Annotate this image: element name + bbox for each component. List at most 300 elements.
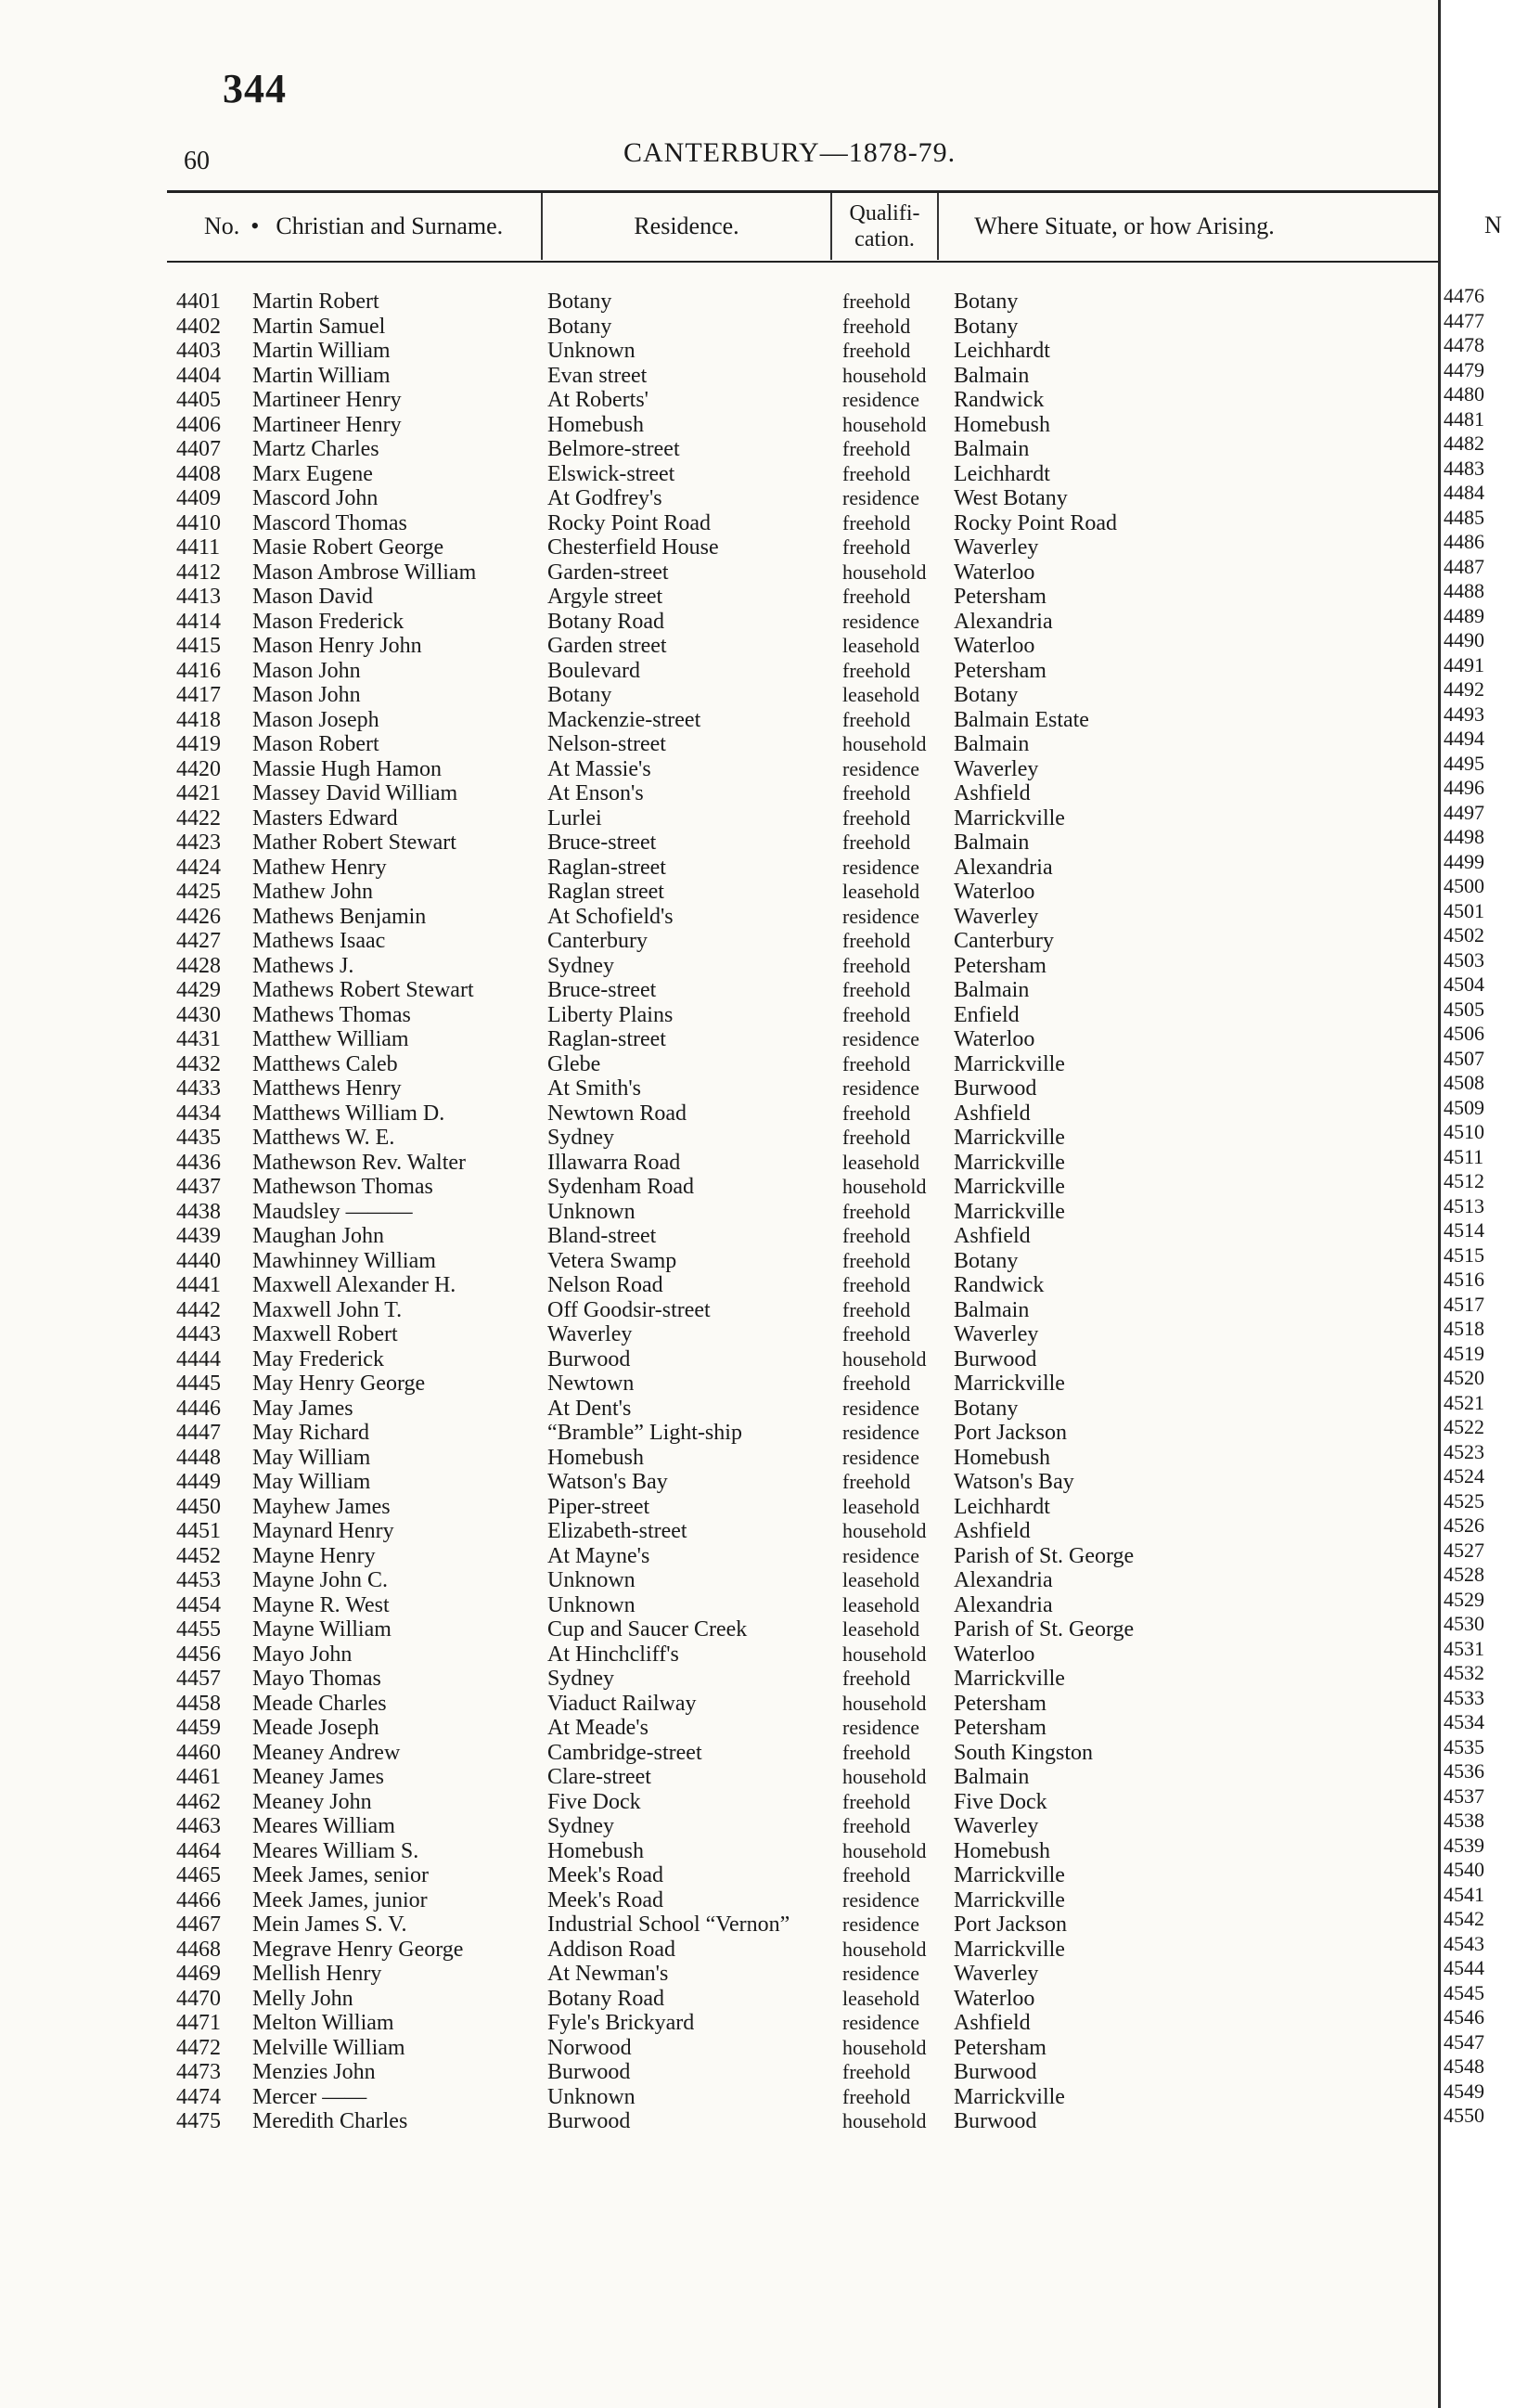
adjacent-row-number: 4520 [1444,1366,1484,1389]
adjacent-row-number: 4528 [1444,1563,1484,1586]
elector-number: 4408 [176,461,221,486]
elector-name: May Henry George [252,1371,426,1396]
elector-where-situate: Alexandria [954,609,1053,634]
elector-name: Mayhew James [252,1494,391,1519]
elector-name: Mason John [252,658,361,683]
elector-qualification: household [842,1175,927,1198]
elector-where-situate: Ashfield [954,1519,1031,1543]
adjacent-row-number: 4516 [1444,1268,1484,1291]
adjacent-row-number: 4544 [1444,1956,1484,1979]
elector-qualification: freehold [842,1101,911,1125]
elector-row [0,1052,1438,1077]
elector-row [0,1987,1438,2012]
elector-residence: Nelson-street [547,732,666,756]
elector-name: May William [252,1445,371,1470]
elector-row [0,1617,1438,1642]
elector-qualification: freehold [842,1863,911,1886]
elector-where-situate: Waterloo [954,1642,1035,1667]
elector-row [0,560,1438,586]
elector-residence: Burwood [547,2109,631,2133]
elector-number: 4455 [176,1617,221,1642]
elector-qualification: leasehold [842,880,920,903]
elector-where-situate: South Kingston [954,1740,1094,1765]
adjacent-row-number: 4499 [1444,849,1484,873]
elector-row [0,1938,1438,1963]
elector-where-situate: Marrickville [954,1887,1065,1912]
elector-qualification: residence [842,2011,920,2034]
elector-qualification: residence [842,1912,920,1936]
elector-residence: Unknown [547,1199,636,1224]
adjacent-row-number: 4500 [1444,874,1484,897]
elector-name: Meek James, senior [252,1863,429,1887]
elector-qualification: freehold [842,1224,911,1247]
adjacent-row-number: 4530 [1444,1612,1484,1635]
elector-number: 4434 [176,1101,221,1126]
elector-residence: Boulevard [547,658,640,683]
elector-residence: Newtown [547,1371,635,1396]
elector-residence: Raglan street [547,880,664,904]
elector-residence: Botany Road [547,1986,664,2011]
elector-row [0,1151,1438,1176]
elector-where-situate: Botany [954,314,1019,339]
adjacent-row-number: 4525 [1444,1488,1484,1513]
elector-residence: Burwood [547,1346,631,1371]
elector-name: Mathewson Rev. Walter [252,1150,467,1175]
adjacent-row-number: 4526 [1444,1513,1484,1537]
elector-where-situate: Waterloo [954,1986,1035,2011]
elector-qualification: freehold [842,461,911,485]
header-where: Where Situate, or how Arising. [974,212,1275,239]
elector-qualification: freehold [842,1002,911,1026]
elector-where-situate: Petersham [954,585,1046,609]
elector-qualification: leasehold [842,683,920,706]
elector-where-situate: Ashfield [954,2011,1031,2035]
elector-number: 4461 [176,1765,221,1789]
elector-number: 4436 [176,1150,221,1175]
elector-number: 4419 [176,732,221,756]
elector-qualification: leasehold [842,1568,920,1591]
elector-row [0,511,1438,536]
adjacent-row-number: 4513 [1444,1193,1484,1217]
elector-qualification: residence [842,1421,920,1444]
adjacent-row-number: 4524 [1444,1464,1484,1487]
elector-number: 4415 [176,634,221,658]
elector-number: 4445 [176,1371,221,1396]
elector-number: 4406 [176,412,221,437]
adjacent-row-number: 4491 [1444,652,1484,676]
elector-row [0,732,1438,757]
elector-residence: Vetera Swamp [547,1248,677,1273]
elector-qualification: residence [842,609,920,633]
elector-residence: Burwood [547,2060,631,2084]
elector-qualification: freehold [842,929,911,952]
header-no: No. [204,212,240,239]
elector-residence: Bruce-street [547,831,657,855]
elector-number: 4462 [176,1789,221,1814]
elector-number: 4440 [176,1248,221,1273]
elector-qualification: leasehold [842,1986,920,2010]
elector-row [0,1397,1438,1422]
elector-number: 4405 [176,388,221,412]
elector-residence: At Mayne's [547,1543,650,1568]
adjacent-row-number: 4495 [1444,751,1484,775]
elector-where-situate: Enfield [954,1002,1020,1027]
elector-number: 4470 [176,1986,221,2011]
elector-row [0,364,1438,389]
elector-row [0,1027,1438,1052]
elector-number: 4475 [176,2109,221,2133]
adjacent-row-number: 4490 [1444,628,1484,651]
elector-where-situate: Balmain [954,831,1030,855]
elector-qualification: freehold [842,1789,911,1813]
elector-row [0,1790,1438,1815]
elector-name: Mason John [252,683,361,707]
elector-residence: Newtown Road [547,1101,687,1126]
elector-where-situate: Waverley [954,1814,1039,1838]
elector-qualification: freehold [842,1322,911,1346]
elector-residence: Unknown [547,1568,636,1592]
elector-number: 4407 [176,437,221,461]
elector-row [0,2109,1438,2134]
elector-residence: Unknown [547,2084,636,2109]
elector-where-situate: Randwick [954,388,1045,412]
adjacent-row-number: 4481 [1444,406,1484,431]
header-name: Christian and Surname. [276,212,504,239]
elector-number: 4428 [176,953,221,978]
adjacent-row-number: 4493 [1444,702,1484,726]
elector-name: Masters Edward [252,805,398,831]
elector-number: 4446 [176,1396,221,1421]
elector-name: Martz Charles [252,437,379,461]
elector-number: 4450 [176,1494,221,1519]
elector-row [0,1888,1438,1913]
adjacent-row-number: 4548 [1444,2054,1484,2078]
elector-number: 4410 [176,510,221,535]
elector-number: 4430 [176,1002,221,1027]
elector-residence: Botany Road [547,609,664,634]
elector-where-situate: Burwood [954,2109,1037,2133]
elector-where-situate: Leichhardt [954,339,1050,363]
elector-name: Mason Ambrose William [252,560,477,585]
elector-qualification: residence [842,1716,920,1739]
elector-where-situate: Marrickville [954,1051,1065,1076]
elector-row [0,1224,1438,1249]
elector-name: Martineer Henry [252,412,402,437]
elector-row [0,929,1438,954]
elector-number: 4437 [176,1175,221,1199]
elector-number: 4449 [176,1470,221,1494]
elector-qualification: residence [842,486,920,509]
elector-name: Meredith Charles [252,2109,408,2133]
adjacent-row-number: 4519 [1444,1341,1484,1365]
elector-number: 4431 [176,1027,221,1051]
adjacent-row-number: 4507 [1444,1046,1484,1070]
elector-qualification: freehold [842,2084,911,2108]
elector-row [0,610,1438,635]
elector-row [0,1741,1438,1766]
adjacent-row-number: 4549 [1444,2079,1484,2103]
elector-where-situate: Botany [954,1396,1019,1421]
elector-row [0,413,1438,438]
elector-number: 4460 [176,1740,221,1765]
elector-name: Mellish Henry [252,1962,382,1986]
elector-residence: At Newman's [547,1962,669,1986]
elector-residence: Raglan-street [547,1027,666,1051]
elector-number: 4438 [176,1199,221,1224]
elector-row [0,1839,1438,1864]
adjacent-row-number: 4546 [1444,2005,1484,2028]
elector-residence: Homebush [547,412,644,437]
elector-name: Meares William S. [252,1838,419,1863]
elector-where-situate: Waverley [954,904,1039,929]
elector-row [0,905,1438,930]
elector-name: Mawhinney William [252,1248,436,1273]
elector-name: Maxwell Robert [252,1322,398,1346]
elector-row [0,1298,1438,1323]
elector-qualification: residence [842,1396,920,1420]
elector-name: Mayne Henry [252,1543,376,1568]
elector-name: Maynard Henry [252,1519,394,1543]
elector-row [0,1322,1438,1347]
elector-where-situate: Port Jackson [954,1421,1067,1445]
elector-qualification: freehold [842,1248,911,1272]
elector-residence: Norwood [547,2035,632,2060]
elector-qualification: freehold [842,1371,911,1395]
elector-qualification: freehold [842,1297,911,1321]
elector-row [0,437,1438,462]
elector-residence: Belmore-street [547,437,680,461]
elector-name: Mathews Isaac [252,929,386,953]
elector-row [0,634,1438,659]
elector-residence: Five Dock [547,1789,641,1814]
elector-row [0,339,1438,364]
elector-qualification: household [842,1642,927,1666]
elector-name: Matthew William [252,1027,409,1051]
elector-where-situate: Leichhardt [954,1494,1050,1519]
adjacent-row-number: 4480 [1444,382,1484,406]
elector-where-situate: Ashfield [954,1101,1031,1126]
elector-qualification: freehold [842,1273,911,1296]
elector-row [0,388,1438,413]
elector-qualification: residence [842,904,920,928]
elector-row [0,1642,1438,1668]
elector-where-situate: Burwood [954,1076,1037,1101]
elector-residence: Watson's Bay [547,1470,668,1494]
adjacent-row-number: 4508 [1444,1071,1484,1094]
adjacent-row-number: 4539 [1444,1833,1484,1857]
elector-name: Melly John [252,1986,353,2011]
elector-row [0,781,1438,806]
adjacent-row-number: 4485 [1444,505,1484,529]
adjacent-row-number: 4540 [1444,1858,1484,1881]
elector-where-situate: Marrickville [954,1199,1065,1224]
elector-where-situate: Marrickville [954,1667,1065,1691]
elector-residence: Lurlei [547,805,602,831]
elector-name: Mascord John [252,486,379,510]
elector-row [0,1593,1438,1618]
elector-number: 4425 [176,880,221,904]
elector-name: Mein James S. V. [252,1912,407,1937]
elector-number: 4418 [176,707,221,732]
elector-name: Meares William [252,1814,395,1838]
elector-name: Mason Frederick [252,609,404,634]
elector-residence: “Bramble” Light-ship [547,1421,742,1445]
adjacent-row-number: 4511 [1444,1144,1484,1168]
elector-where-situate: Waverley [954,756,1039,781]
elector-qualification: freehold [842,658,911,682]
elector-name: Mayo Thomas [252,1667,381,1691]
elector-name: Maughan John [252,1224,384,1248]
elector-residence: Unknown [547,1592,636,1617]
adjacent-row-number: 4510 [1444,1120,1484,1143]
adjacent-number-column [1440,284,1515,2129]
elector-qualification: freehold [842,2060,911,2083]
elector-qualification: household [842,560,927,584]
elector-name: Mathews Benjamin [252,904,427,929]
elector-number: 4435 [176,1126,221,1150]
elector-residence: Argyle street [547,585,663,609]
elector-row [0,290,1438,315]
elector-name: Massey David William [252,781,458,805]
elector-where-situate: Waverley [954,535,1039,560]
elector-name: Matthews Henry [252,1076,402,1101]
elector-residence: At Enson's [547,781,644,805]
elector-qualification: freehold [842,437,911,460]
elector-where-situate: Petersham [954,1691,1046,1716]
elector-where-situate: Waterloo [954,560,1035,585]
elector-residence: Waverley [547,1322,633,1346]
elector-where-situate: Marrickville [954,805,1065,831]
adjacent-row-number: 4517 [1444,1292,1484,1316]
elector-residence: Off Goodsir-street [547,1297,711,1322]
elector-qualification: residence [842,756,920,780]
elector-name: Mathew John [252,880,373,904]
elector-number: 4472 [176,2035,221,2060]
elector-number: 4423 [176,831,221,855]
elector-name: Maxwell John T. [252,1297,403,1322]
elector-qualification: leasehold [842,1592,920,1616]
elector-where-situate: Alexandria [954,855,1053,880]
elector-number: 4412 [176,560,221,585]
elector-row [0,1568,1438,1593]
adjacent-row-number: 4532 [1444,1661,1484,1684]
elector-where-situate: Marrickville [954,1126,1065,1150]
elector-row [0,806,1438,831]
elector-row [0,2085,1438,2110]
elector-name: Maudsley ——— [252,1199,413,1224]
elector-qualification: household [842,1346,927,1371]
elector-residence: Cambridge-street [547,1740,702,1765]
elector-row [0,708,1438,733]
elector-where-situate: Randwick [954,1273,1045,1297]
elector-row [0,1101,1438,1127]
elector-qualification: residence [842,1962,920,1985]
elector-where-situate: Canterbury [954,929,1054,953]
elector-qualification: household [842,1765,927,1788]
elector-qualification: leasehold [842,634,920,657]
elector-where-situate: Leichhardt [954,461,1050,486]
elector-residence: Botany [547,314,612,339]
elector-where-situate: Balmain Estate [954,707,1089,732]
elector-qualification: household [842,2035,927,2059]
adjacent-row-number: 4501 [1444,898,1484,922]
elector-row [0,1126,1438,1151]
elector-number: 4429 [176,978,221,1002]
elector-qualification: household [842,1691,927,1715]
elector-row [0,757,1438,782]
adjacent-row-number: 4486 [1444,530,1484,553]
elector-row [0,954,1438,979]
elector-row [0,1495,1438,1520]
elector-residence: Glebe [547,1051,601,1076]
adjacent-row-number: 4547 [1444,2029,1484,2054]
elector-residence: Bland-street [547,1224,657,1248]
adjacent-row-number: 4531 [1444,1636,1484,1660]
elector-number: 4467 [176,1912,221,1937]
elector-row [0,1962,1438,1987]
elector-where-situate: Petersham [954,953,1046,978]
elector-number: 4409 [176,486,221,510]
header-no-name: No. • Christian and Surname. [167,193,543,260]
elector-where-situate: Burwood [954,2060,1037,2084]
elector-where-situate: Marrickville [954,1863,1065,1887]
elector-where-situate: Homebush [954,1838,1050,1863]
elector-where-situate: Botany [954,683,1019,707]
elector-qualification: freehold [842,535,911,559]
adjacent-row-number: 4502 [1444,923,1484,946]
elector-name: Meaney Andrew [252,1740,401,1765]
elector-number: 4457 [176,1667,221,1691]
elector-where-situate: Botany [954,290,1019,314]
elector-name: Matthews William D. [252,1101,445,1126]
adjacent-row-number: 4503 [1444,947,1484,972]
adjacent-row-number: 4494 [1444,727,1484,750]
elector-where-situate: Marrickville [954,1937,1065,1962]
elector-number: 4469 [176,1962,221,1986]
adjacent-row-number: 4488 [1444,579,1484,602]
adjacent-row-number: 4518 [1444,1317,1484,1340]
elector-row [0,462,1438,487]
elector-number: 4451 [176,1519,221,1543]
adjacent-header-fragment: N [1484,212,1502,238]
elector-where-situate: Parish of St. George [954,1617,1135,1642]
adjacent-row-number: 4522 [1444,1415,1484,1438]
elector-where-situate: Port Jackson [954,1912,1067,1937]
elector-residence: Elizabeth-street [547,1519,687,1543]
adjacent-row-number: 4514 [1444,1218,1484,1242]
elector-name: Megrave Henry George [252,1937,464,1962]
elector-number: 4403 [176,339,221,363]
elector-name: Martin Samuel [252,314,386,339]
elector-number: 4402 [176,314,221,339]
adjacent-row-number: 4543 [1444,1931,1484,1955]
elector-number: 4422 [176,805,221,831]
elector-number: 4444 [176,1346,221,1371]
elector-row [0,1863,1438,1888]
elector-number: 4439 [176,1224,221,1248]
adjacent-row-number: 4478 [1444,333,1484,356]
elector-row [0,978,1438,1003]
elector-qualification: residence [842,1027,920,1050]
elector-residence: Sydney [547,953,614,978]
elector-number: 4442 [176,1297,221,1322]
elector-where-situate: Marrickville [954,1175,1065,1199]
adjacent-row-number: 4476 [1444,284,1484,307]
header-qualification: Qualifi-cation. [832,193,939,260]
elector-name: Martineer Henry [252,388,402,412]
elector-residence: At Roberts' [547,388,648,412]
elector-residence: Botany [547,683,612,707]
